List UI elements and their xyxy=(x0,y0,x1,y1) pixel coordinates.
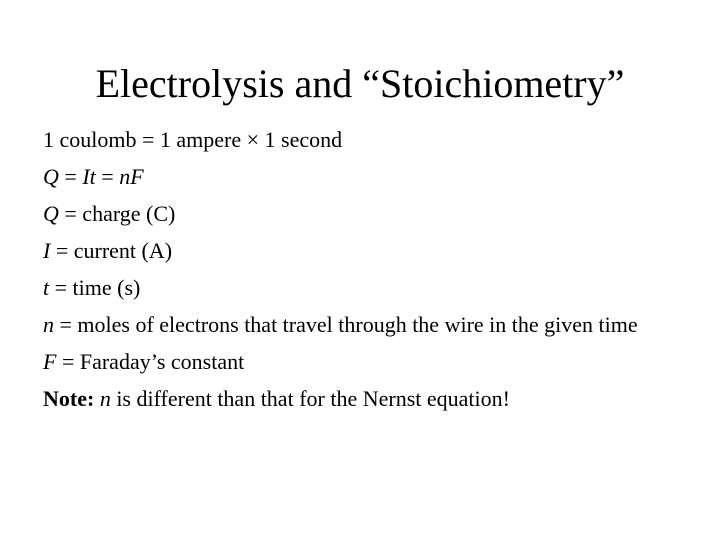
slide-title: Electrolysis and “Stoichiometry” xyxy=(95,61,625,106)
definition-text: = current (A) xyxy=(50,238,173,263)
variable-q: Q xyxy=(43,164,59,189)
variable-q: Q xyxy=(43,201,59,226)
variable-n: n xyxy=(43,312,54,337)
variable-it: It xyxy=(82,164,96,189)
list-item xyxy=(43,239,673,263)
equals-sign: = xyxy=(95,164,120,189)
variable-t: t xyxy=(43,275,50,300)
list-item xyxy=(43,165,673,189)
definition-text: = Faraday’s constant xyxy=(56,349,245,374)
variable-nf: nF xyxy=(119,164,144,189)
definition-text: = moles of electrons that travel through the wire in the given time xyxy=(54,312,638,337)
note-label: Note: xyxy=(43,386,100,411)
unit-definition: 1 coulomb = 1 ampere × 1 second xyxy=(43,127,343,152)
note-text: is different than that for the Nernst equation! xyxy=(110,386,510,411)
list-item xyxy=(43,128,673,152)
variable-n: n xyxy=(99,386,111,411)
definition-list xyxy=(43,128,673,424)
list-item xyxy=(43,276,673,300)
variable-f: F xyxy=(43,349,57,374)
list-item xyxy=(43,202,673,226)
variable-i: I xyxy=(43,238,51,263)
definition-text: = charge (C) xyxy=(58,201,176,226)
list-item xyxy=(43,350,673,374)
equals-sign: = xyxy=(58,164,83,189)
definition-text: = time (s) xyxy=(49,275,141,300)
list-item xyxy=(43,313,673,337)
list-item xyxy=(43,387,673,411)
